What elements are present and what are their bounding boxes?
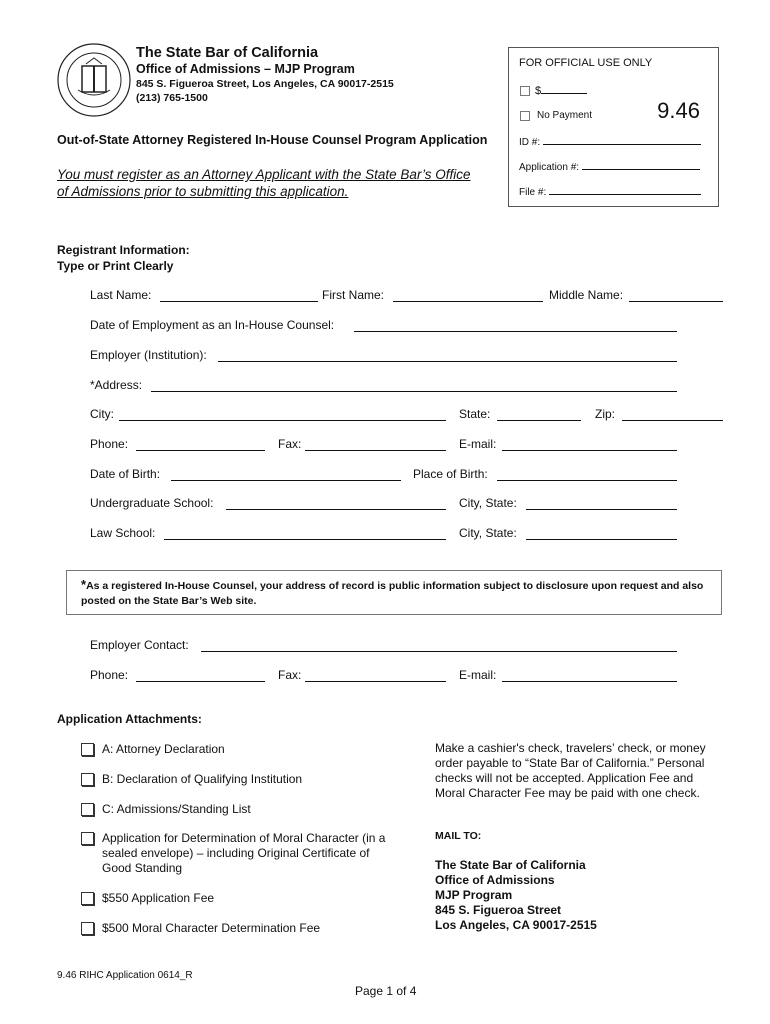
registrant-heading [57,242,190,274]
undergrad-label: Undergraduate School: [90,496,214,510]
mail-line: Los Angeles, CA 90017-2515 [435,918,597,932]
law-school-field[interactable] [164,539,446,540]
registrant-subtitle: Type or Print Clearly [57,259,174,273]
contact-email-field[interactable] [502,681,677,682]
undergrad-field[interactable] [226,509,446,510]
attachment-label-moral-fee: $500 Moral Character Determination Fee [102,921,321,935]
header-org: The State Bar of California [136,45,319,61]
must-register-notice: You must register as an Attorney Applicant with the State Bar’s Office of Admissions prior to submitting this application. [57,167,471,199]
notice-text: As a registered In-House Counsel, your address of record is public information subject to disclosure upon request and also posted on the State Bar’s Web site. [81,580,704,607]
payment-checkbox[interactable] [520,86,530,96]
id-label: ID #: [519,137,541,148]
city-label: City: [90,407,114,421]
dollar-label: $ [535,85,542,97]
attachment-label-application-fee: $550 Application Fee [102,891,215,905]
mail-line: The State Bar of California [435,858,586,872]
pob-field[interactable] [497,480,677,481]
header-address: 845 S. Figueroa Street, Los Angeles, CA 90017-2515 [136,78,394,90]
mail-to-label: MAIL TO: [435,830,482,842]
law-school-label: Law School: [90,526,156,540]
form-footer-id: 9.46 RIHC Application 0614_R [57,970,193,981]
official-use-title: FOR OFFICIAL USE ONLY [519,57,653,69]
attachment-checkbox-a[interactable] [81,743,94,756]
contact-fax-field[interactable] [305,681,446,682]
city-field[interactable] [119,420,446,421]
no-payment-checkbox[interactable] [520,111,530,121]
zip-field[interactable] [622,420,723,421]
contact-email-label: E-mail: [459,668,497,682]
state-field[interactable] [497,420,581,421]
mail-line: MJP Program [435,888,513,902]
undergrad-city-state-label: City, State: [459,496,517,510]
attachments-heading: Application Attachments: [57,712,202,726]
employer-field[interactable] [218,361,677,362]
contact-phone-field[interactable] [136,681,265,682]
attachment-label-c: C: Admissions/Standing List [102,802,251,816]
fax-field[interactable] [305,450,446,451]
email-label: E-mail: [459,437,497,451]
undergrad-city-state-field[interactable] [526,509,677,510]
date-employment-field[interactable] [354,331,677,332]
official-use-box [508,47,719,207]
employer-label: Employer (Institution): [90,348,207,362]
attachment-label-b: B: Declaration of Qualifying Institution [102,772,303,786]
file-line[interactable] [549,184,701,195]
attachment-label-moral-character: Application for Determination of Moral Character (in a sealed envelope) – including Original Certificate of Good Standing [102,831,386,875]
email-field[interactable] [502,450,677,451]
amount-line[interactable] [541,83,587,94]
application-label: Application #: [519,162,580,173]
date-employment-label: Date of Employment as an In-House Counsel: [90,318,335,332]
header-office: Office of Admissions – MJP Program [136,62,355,76]
notice-asterisk: * [81,577,87,592]
file-label: File #: [519,187,547,198]
attachment-checkbox-moral-fee[interactable] [81,922,94,935]
attachment-checkbox-application-fee[interactable] [81,892,94,905]
header-phone: (213) 765-1500 [136,92,208,104]
attachment-checkbox-moral-character[interactable] [81,832,94,845]
phone-label: Phone: [90,437,129,451]
zip-label: Zip: [595,407,616,421]
contact-fax-label: Fax: [278,668,302,682]
first-name-label: First Name: [322,288,385,302]
fax-label: Fax: [278,437,302,451]
address-label: *Address: [90,378,143,392]
contact-phone-label: Phone: [90,668,129,682]
law-city-state-label: City, State: [459,526,517,540]
attachment-checkbox-b[interactable] [81,773,94,786]
application-title: Out-of-State Attorney Registered In-House Counsel Program Application [57,133,488,147]
law-city-state-field[interactable] [526,539,677,540]
employer-contact-label: Employer Contact: [90,638,189,652]
id-line[interactable] [543,134,701,145]
first-name-field[interactable] [393,301,543,302]
last-name-field[interactable] [160,301,318,302]
middle-name-label: Middle Name: [549,288,624,302]
mail-line: Office of Admissions [435,873,555,887]
form-number: 9.46 [657,98,700,123]
last-name-label: Last Name: [90,288,152,302]
payment-instructions: Make a cashier's check, travelers’ check, or money order payable to “State Bar of California.” Personal checks will not be accepted. Application Fee and Moral Character Fee may be paid with one check. [435,741,706,800]
registrant-title: Registrant Information: [57,243,190,257]
attachment-checkbox-c[interactable] [81,803,94,816]
middle-name-field[interactable] [629,301,723,302]
address-field[interactable] [151,391,677,392]
mail-line: 845 S. Figueroa Street [435,903,562,917]
no-payment-label: No Payment [537,110,593,121]
phone-field[interactable] [136,450,265,451]
page-number: Page 1 of 4 [355,984,417,998]
pob-label: Place of Birth: [413,467,488,481]
state-bar-seal-logo [56,42,132,118]
application-line[interactable] [582,159,700,170]
attachment-label-a: A: Attorney Declaration [102,742,225,756]
public-address-notice [66,570,722,615]
employer-contact-field[interactable] [201,651,677,652]
mail-to-address [435,858,597,933]
state-label: State: [459,407,491,421]
dob-label: Date of Birth: [90,467,161,481]
dob-field[interactable] [171,480,401,481]
